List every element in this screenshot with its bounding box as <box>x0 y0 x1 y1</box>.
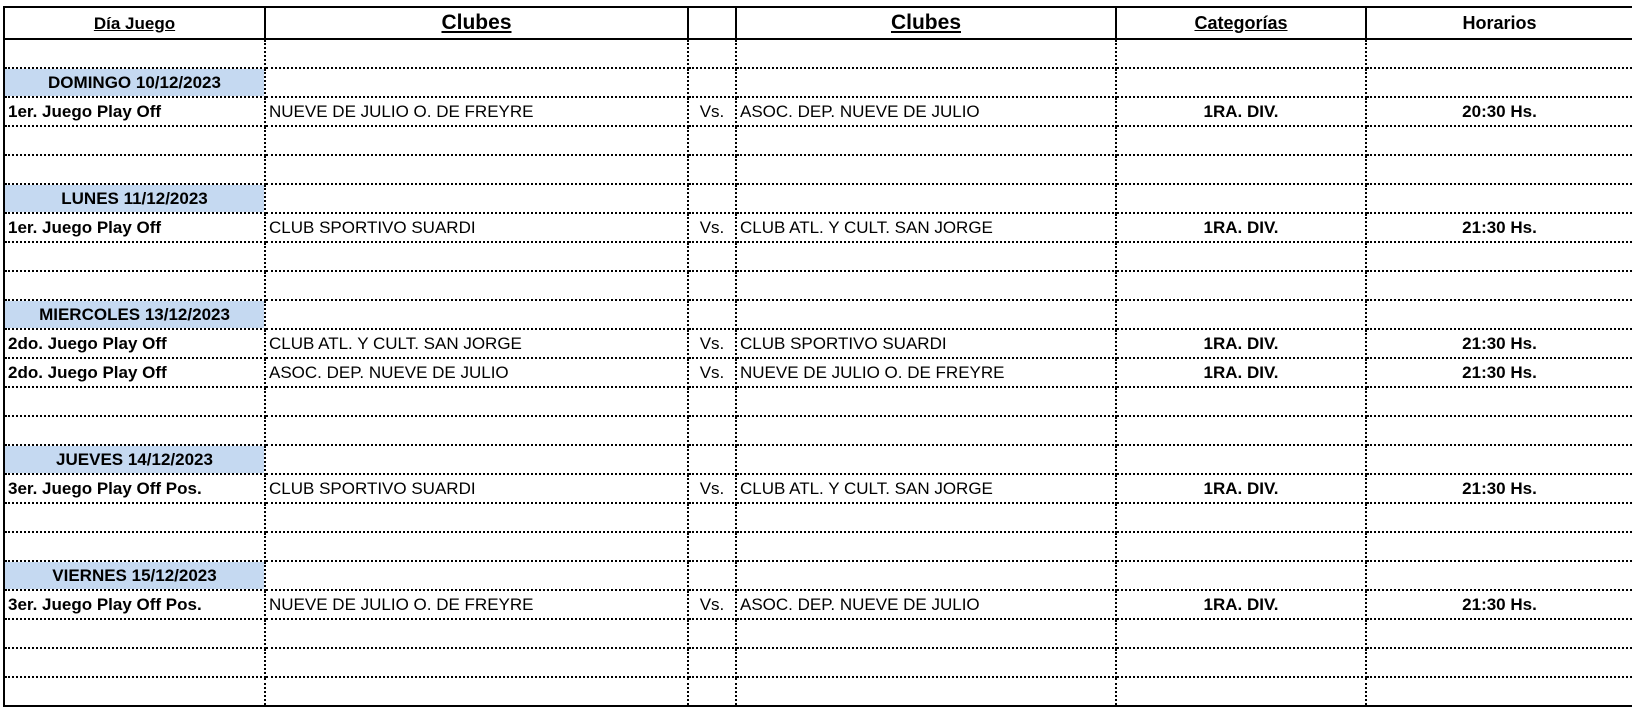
empty-cell <box>688 184 736 213</box>
blank-row <box>4 271 1632 300</box>
empty-cell <box>1366 416 1632 445</box>
empty-cell <box>1116 300 1366 329</box>
match-time: 21:30 Hs. <box>1366 590 1632 619</box>
empty-cell <box>1366 677 1632 706</box>
empty-cell <box>1366 68 1632 97</box>
empty-cell <box>1366 126 1632 155</box>
empty-cell <box>4 503 265 532</box>
game-label: 3er. Juego Play Off Pos. <box>4 590 265 619</box>
empty-cell <box>1116 445 1366 474</box>
vs-label: Vs. <box>688 329 736 358</box>
empty-cell <box>736 242 1116 271</box>
blank-row <box>4 387 1632 416</box>
header-clubes-away-label: Clubes <box>890 11 961 34</box>
match-row <box>4 358 1632 387</box>
game-label: 2do. Juego Play Off <box>4 329 265 358</box>
match-date: DOMINGO 10/12/2023 <box>4 68 265 97</box>
empty-cell <box>1366 184 1632 213</box>
schedule-table <box>3 6 1632 707</box>
empty-cell <box>1116 561 1366 590</box>
empty-cell <box>265 155 688 184</box>
empty-cell <box>265 416 688 445</box>
empty-cell <box>688 445 736 474</box>
match-time: 20:30 Hs. <box>1366 97 1632 126</box>
away-club: ASOC. DEP. NUEVE DE JULIO <box>736 97 1116 126</box>
category: 1RA. DIV. <box>1116 329 1366 358</box>
match-time: 21:30 Hs. <box>1366 329 1632 358</box>
match-row <box>4 213 1632 242</box>
empty-cell <box>1116 271 1366 300</box>
empty-cell <box>265 677 688 706</box>
category: 1RA. DIV. <box>1116 97 1366 126</box>
date-row <box>4 184 1632 213</box>
empty-cell <box>1366 39 1632 68</box>
empty-cell <box>736 619 1116 648</box>
empty-cell <box>688 387 736 416</box>
header-horarios <box>1366 7 1632 39</box>
home-club: ASOC. DEP. NUEVE DE JULIO <box>265 358 688 387</box>
empty-cell <box>688 561 736 590</box>
date-row <box>4 561 1632 590</box>
match-date: MIERCOLES 13/12/2023 <box>4 300 265 329</box>
empty-cell <box>1366 271 1632 300</box>
blank-row <box>4 416 1632 445</box>
blank-row <box>4 126 1632 155</box>
empty-cell <box>1116 387 1366 416</box>
vs-label: Vs. <box>688 358 736 387</box>
empty-cell <box>1366 561 1632 590</box>
empty-cell <box>736 387 1116 416</box>
empty-cell <box>4 387 265 416</box>
empty-cell <box>1366 532 1632 561</box>
header-categorias-label: Categorías <box>1194 12 1288 33</box>
away-club: CLUB SPORTIVO SUARDI <box>736 329 1116 358</box>
match-time: 21:30 Hs. <box>1366 474 1632 503</box>
vs-label: Vs. <box>688 474 736 503</box>
empty-cell <box>736 532 1116 561</box>
home-club: CLUB ATL. Y CULT. SAN JORGE <box>265 329 688 358</box>
empty-cell <box>736 184 1116 213</box>
empty-cell <box>4 155 265 184</box>
date-row <box>4 445 1632 474</box>
empty-cell <box>736 445 1116 474</box>
category: 1RA. DIV. <box>1116 474 1366 503</box>
match-row <box>4 97 1632 126</box>
empty-cell <box>1366 242 1632 271</box>
empty-cell <box>688 126 736 155</box>
empty-cell <box>736 503 1116 532</box>
blank-row <box>4 648 1632 677</box>
empty-cell <box>265 68 688 97</box>
empty-cell <box>1116 155 1366 184</box>
match-date: JUEVES 14/12/2023 <box>4 445 265 474</box>
empty-cell <box>688 677 736 706</box>
empty-cell <box>4 677 265 706</box>
empty-cell <box>4 532 265 561</box>
category: 1RA. DIV. <box>1116 358 1366 387</box>
empty-cell <box>1116 619 1366 648</box>
empty-cell <box>265 242 688 271</box>
empty-cell <box>688 532 736 561</box>
category: 1RA. DIV. <box>1116 213 1366 242</box>
empty-cell <box>265 387 688 416</box>
empty-cell <box>1366 648 1632 677</box>
header-row <box>4 7 1632 39</box>
header-clubes-home-label: Clubes <box>441 11 512 34</box>
empty-cell <box>265 503 688 532</box>
empty-cell <box>736 271 1116 300</box>
empty-cell <box>688 648 736 677</box>
blank-row <box>4 619 1632 648</box>
game-label: 1er. Juego Play Off <box>4 213 265 242</box>
date-row <box>4 68 1632 97</box>
empty-cell <box>4 271 265 300</box>
away-club: NUEVE DE JULIO O. DE FREYRE <box>736 358 1116 387</box>
empty-cell <box>688 39 736 68</box>
match-row <box>4 474 1632 503</box>
empty-cell <box>4 39 265 68</box>
home-club: NUEVE DE JULIO O. DE FREYRE <box>265 97 688 126</box>
empty-cell <box>265 445 688 474</box>
blank-row <box>4 39 1632 68</box>
empty-cell <box>265 39 688 68</box>
vs-label: Vs. <box>688 97 736 126</box>
empty-cell <box>1116 648 1366 677</box>
home-club: CLUB SPORTIVO SUARDI <box>265 474 688 503</box>
match-date: VIERNES 15/12/2023 <box>4 561 265 590</box>
empty-cell <box>736 39 1116 68</box>
empty-cell <box>1366 445 1632 474</box>
empty-cell <box>688 155 736 184</box>
empty-cell <box>688 503 736 532</box>
empty-cell <box>1366 155 1632 184</box>
empty-cell <box>736 68 1116 97</box>
empty-cell <box>688 242 736 271</box>
blank-row <box>4 155 1632 184</box>
game-label: 3er. Juego Play Off Pos. <box>4 474 265 503</box>
empty-cell <box>688 619 736 648</box>
schedule-body <box>4 7 1632 706</box>
empty-cell <box>265 300 688 329</box>
match-time: 21:30 Hs. <box>1366 213 1632 242</box>
empty-cell <box>736 416 1116 445</box>
match-row <box>4 590 1632 619</box>
empty-cell <box>1366 619 1632 648</box>
empty-cell <box>688 300 736 329</box>
empty-cell <box>1366 300 1632 329</box>
empty-cell <box>736 677 1116 706</box>
away-club: ASOC. DEP. NUEVE DE JULIO <box>736 590 1116 619</box>
vs-label: Vs. <box>688 590 736 619</box>
header-categorias <box>1116 7 1366 39</box>
empty-cell <box>688 68 736 97</box>
empty-cell <box>265 532 688 561</box>
game-label: 1er. Juego Play Off <box>4 97 265 126</box>
empty-cell <box>1116 126 1366 155</box>
empty-cell <box>1116 242 1366 271</box>
empty-cell <box>4 648 265 677</box>
empty-cell <box>265 619 688 648</box>
date-row <box>4 300 1632 329</box>
vs-label: Vs. <box>688 213 736 242</box>
empty-cell <box>4 242 265 271</box>
empty-cell <box>736 126 1116 155</box>
blank-row <box>4 532 1632 561</box>
empty-cell <box>1366 387 1632 416</box>
match-row <box>4 329 1632 358</box>
header-vs <box>688 7 736 39</box>
game-label: 2do. Juego Play Off <box>4 358 265 387</box>
category: 1RA. DIV. <box>1116 590 1366 619</box>
empty-cell <box>4 416 265 445</box>
header-horarios-label: Horarios <box>1462 12 1537 33</box>
empty-cell <box>1116 39 1366 68</box>
empty-cell <box>1116 532 1366 561</box>
empty-cell <box>1366 503 1632 532</box>
empty-cell <box>1116 503 1366 532</box>
empty-cell <box>265 126 688 155</box>
empty-cell <box>736 300 1116 329</box>
empty-cell <box>265 271 688 300</box>
blank-row <box>4 503 1632 532</box>
home-club: CLUB SPORTIVO SUARDI <box>265 213 688 242</box>
empty-cell <box>265 648 688 677</box>
header-clubes-away <box>736 7 1116 39</box>
empty-cell <box>1116 677 1366 706</box>
away-club: CLUB ATL. Y CULT. SAN JORGE <box>736 474 1116 503</box>
empty-cell <box>1116 184 1366 213</box>
blank-row <box>4 242 1632 271</box>
empty-cell <box>736 155 1116 184</box>
match-time: 21:30 Hs. <box>1366 358 1632 387</box>
empty-cell <box>265 561 688 590</box>
empty-cell <box>265 184 688 213</box>
empty-cell <box>736 561 1116 590</box>
header-dia-juego <box>4 7 265 39</box>
empty-cell <box>1116 416 1366 445</box>
empty-cell <box>688 416 736 445</box>
away-club: CLUB ATL. Y CULT. SAN JORGE <box>736 213 1116 242</box>
empty-cell <box>1116 68 1366 97</box>
empty-cell <box>4 619 265 648</box>
header-clubes-home <box>265 7 688 39</box>
blank-row <box>4 677 1632 706</box>
home-club: NUEVE DE JULIO O. DE FREYRE <box>265 590 688 619</box>
empty-cell <box>688 271 736 300</box>
header-dia-juego-label: Día Juego <box>93 13 176 33</box>
empty-cell <box>736 648 1116 677</box>
match-date: LUNES 11/12/2023 <box>4 184 265 213</box>
empty-cell <box>4 126 265 155</box>
